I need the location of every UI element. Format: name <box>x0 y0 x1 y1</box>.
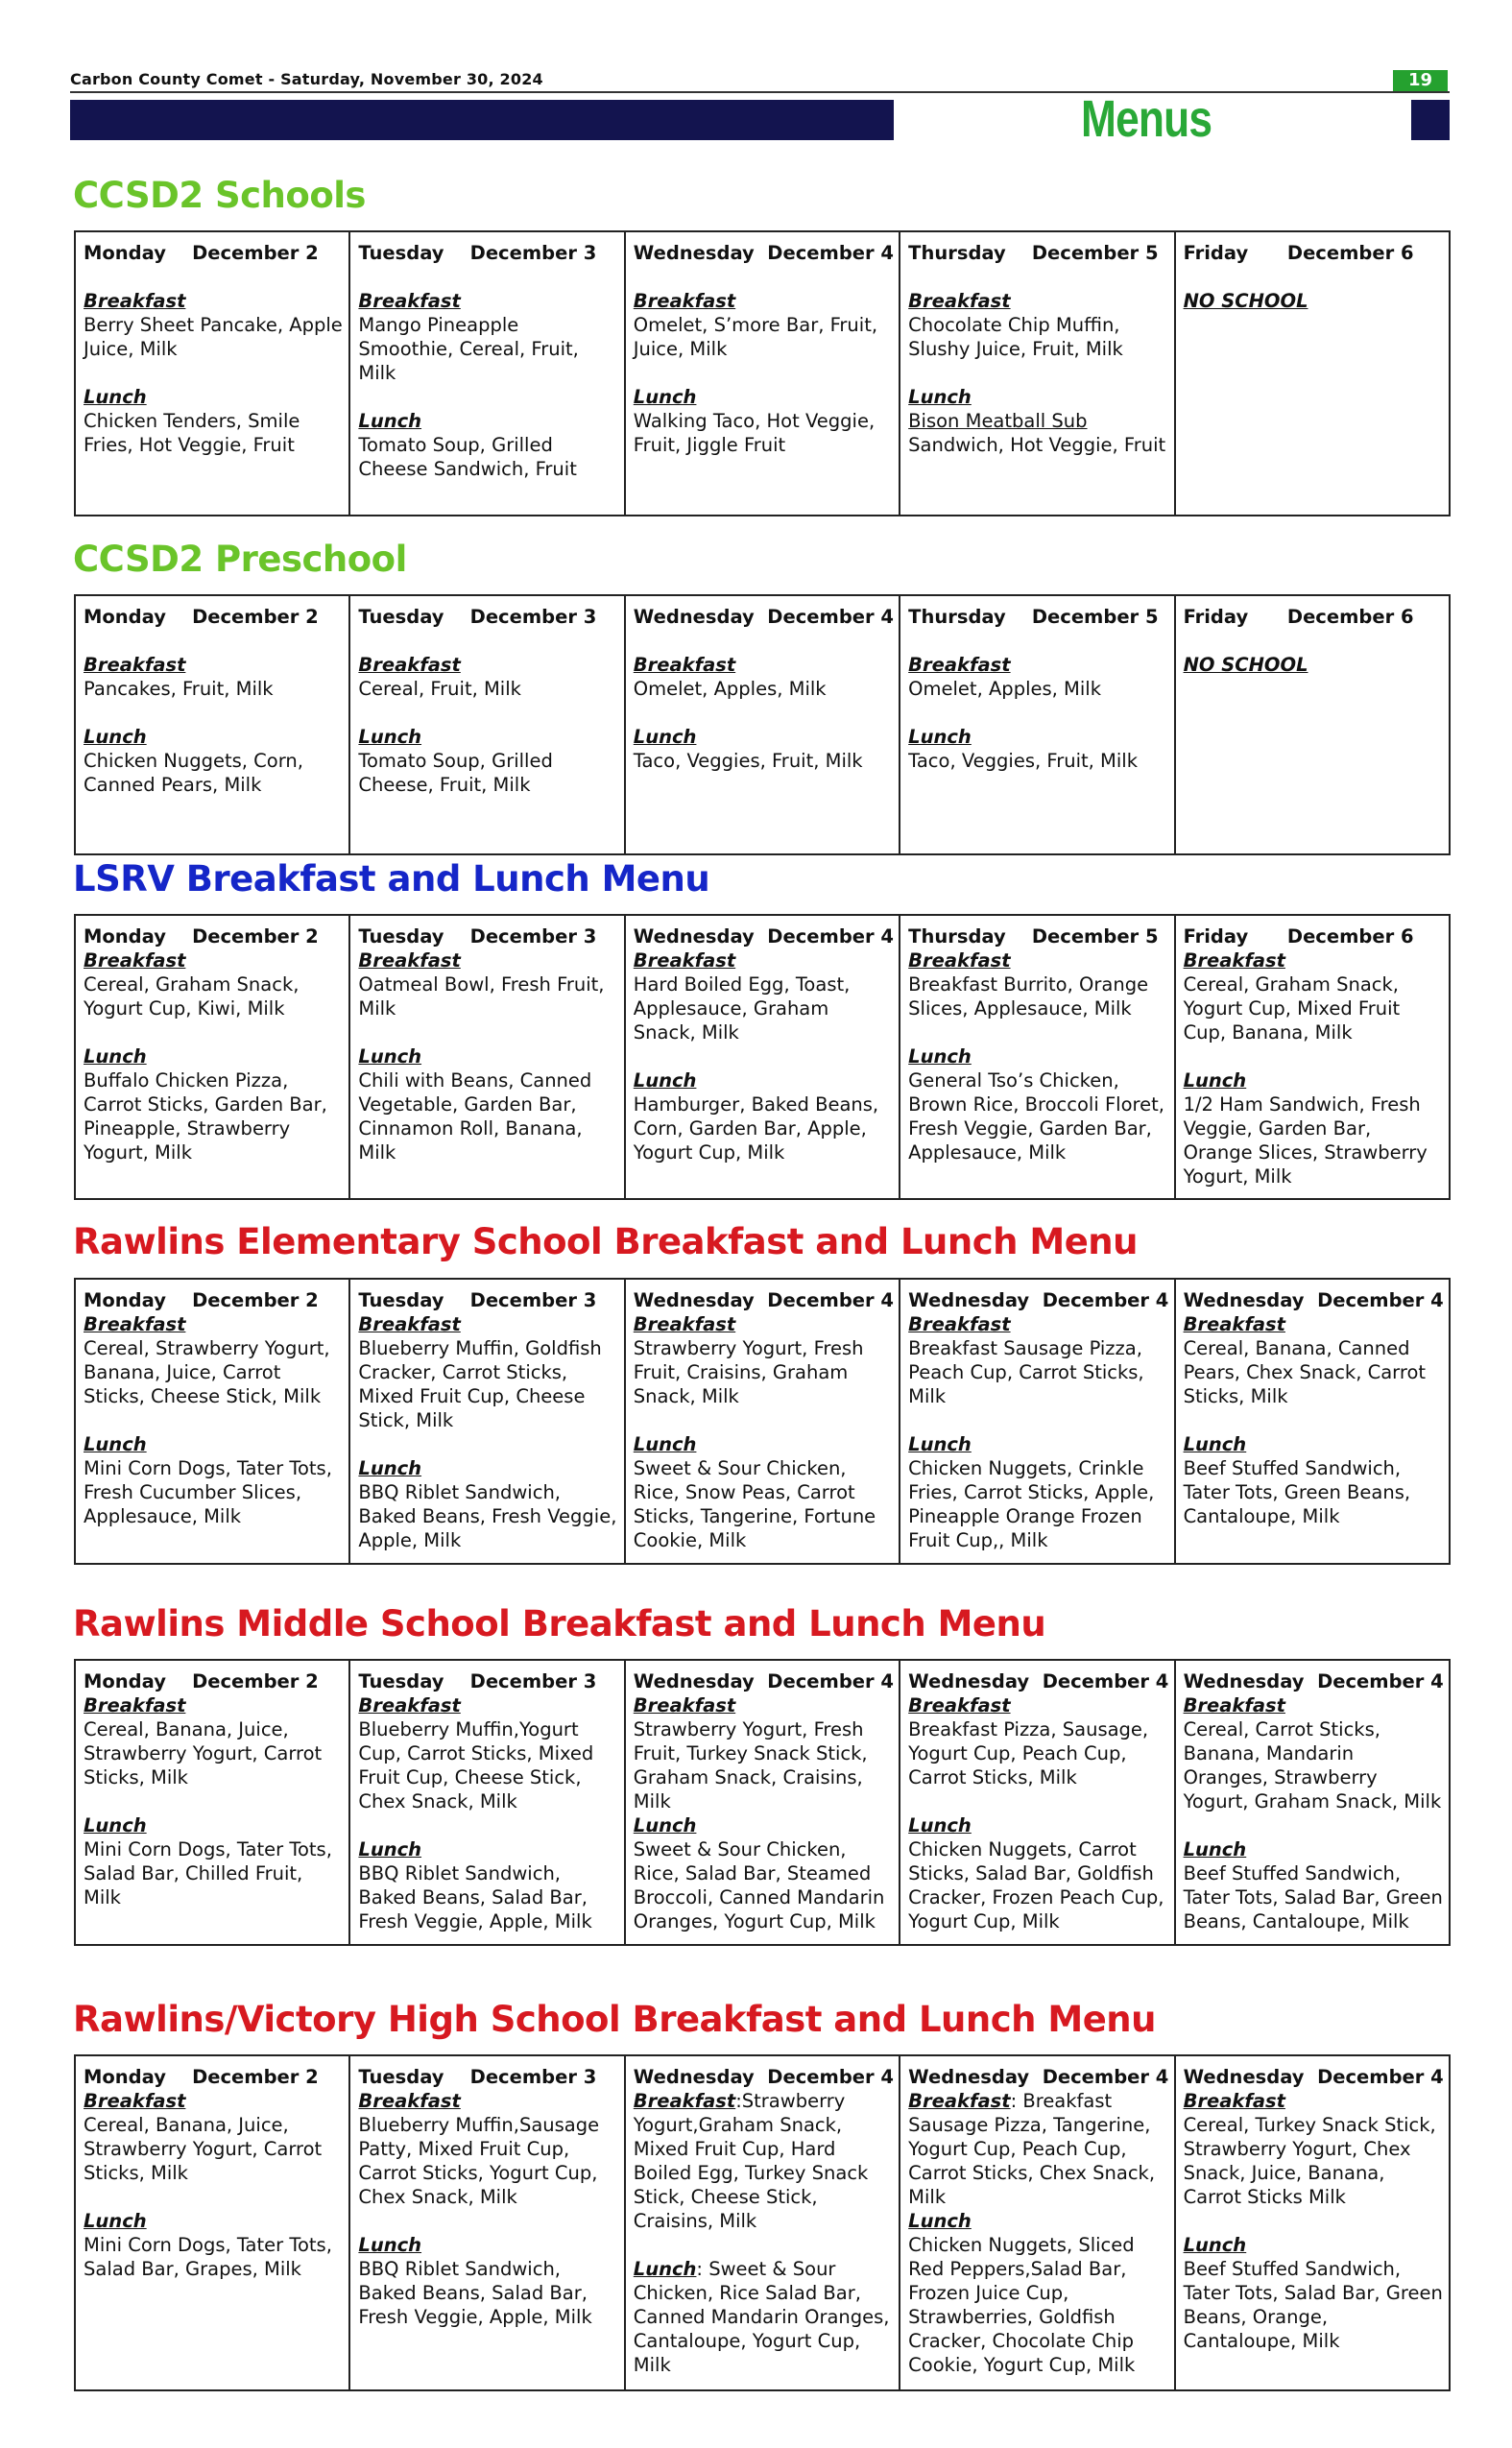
lunch-label: Lunch <box>1183 1069 1247 1092</box>
day-cell <box>900 595 1174 854</box>
day-header: Tuesday December 3 <box>358 242 597 264</box>
section-title-rawlins-middle: Rawlins Middle School Breakfast and Lunch Menu <box>73 1603 1046 1644</box>
day-header: Wednesday December 4 <box>633 2066 894 2088</box>
lunch-label: Lunch <box>908 1045 972 1068</box>
day-header: Wednesday December 4 <box>908 1670 1169 1692</box>
lunch-items: Taco, Veggies, Fruit, Milk <box>633 750 863 772</box>
breakfast-label: Breakfast <box>84 2090 186 2112</box>
section-title-rawlins-elementary: Rawlins Elementary School Breakfast and Lunch Menu <box>73 1221 1138 1262</box>
breakfast-items: Omelet, S’more Bar, Fruit, Juice, Milk <box>633 314 878 360</box>
day-header: Monday December 2 <box>84 925 319 948</box>
breakfast-label: Breakfast <box>358 1694 461 1716</box>
lunch-items: Chili with Beans, Canned Vegetable, Garden Bar, Cinnamon Roll, Banana, Milk <box>358 1069 592 1164</box>
day-cell <box>1175 1279 1450 1564</box>
menu-table-rawlins-victory-high <box>74 2054 1451 2391</box>
day-header: Monday December 2 <box>84 606 319 628</box>
day-header: Wednesday December 4 <box>633 606 894 628</box>
day-cell <box>75 2055 349 2390</box>
breakfast-items: Berry Sheet Pancake, Apple Juice, Milk <box>84 314 343 360</box>
table-row <box>75 231 1450 516</box>
lunch-items: Mini Corn Dogs, Tater Tots, Salad Bar, Chilled Fruit, Milk <box>84 1838 332 1908</box>
breakfast-items: Blueberry Muffin,Sausage Patty, Mixed Fruit Cup, Carrot Sticks, Yogurt Cup, Chex Snack, Milk <box>358 2114 600 2208</box>
lunch-items: Sweet & Sour Chicken, Rice, Snow Peas, Carrot Sticks, Tangerine, Fortune Cookie, Milk <box>633 1457 876 1551</box>
lunch-label: Lunch <box>84 1045 147 1068</box>
day-header: Monday December 2 <box>84 242 319 264</box>
day-header: Thursday December 5 <box>908 606 1159 628</box>
no-school-note: NO SCHOOL <box>1183 290 1308 312</box>
section-title-rawlins-victory-high: Rawlins/Victory High School Breakfast and Lunch Menu <box>73 1999 1156 2040</box>
day-cell <box>349 1279 624 1564</box>
breakfast-label: Breakfast <box>908 2090 1011 2112</box>
breakfast-items: Breakfast Burrito, Orange Slices, Applesauce, Milk <box>908 973 1149 1020</box>
breakfast-items: Cereal, Turkey Snack Stick, Strawberry Yogurt, Chex Snack, Juice, Banana, Carrot Sticks Milk <box>1183 2114 1436 2208</box>
day-header: Friday December 6 <box>1183 242 1414 264</box>
lunch-label: Lunch <box>633 1069 697 1092</box>
day-header: Tuesday December 3 <box>358 925 597 948</box>
lunch-label: Lunch <box>84 1433 147 1455</box>
menu-table-rawlins-elementary <box>74 1278 1451 1565</box>
day-cell <box>1175 915 1450 1199</box>
day-cell <box>349 915 624 1199</box>
breakfast-label: Breakfast <box>84 1694 186 1716</box>
lunch-items: BBQ Riblet Sandwich, Baked Beans, Salad Bar, Fresh Veggie, Apple, Milk <box>358 2258 592 2328</box>
day-cell <box>75 1660 349 1945</box>
lunch-label: Lunch <box>358 2234 422 2256</box>
day-header: Wednesday December 4 <box>908 2066 1169 2088</box>
day-header: Thursday December 5 <box>908 925 1159 948</box>
day-cell <box>75 231 349 516</box>
day-header: Monday December 2 <box>84 1289 319 1311</box>
lunch-items: 1/2 Ham Sandwich, Fresh Veggie, Garden Bar, Orange Slices, Strawberry Yogurt, Milk <box>1183 1093 1428 1188</box>
breakfast-label: Breakfast <box>908 949 1011 972</box>
lunch-label: Lunch <box>633 1433 697 1455</box>
breakfast-label: Breakfast <box>84 949 186 972</box>
menu-table-lsrv <box>74 914 1451 1200</box>
breakfast-label: Breakfast <box>358 949 461 972</box>
lunch-label: Lunch <box>908 386 972 408</box>
breakfast-label: Breakfast <box>633 654 736 676</box>
breakfast-label: Breakfast <box>1183 1694 1285 1716</box>
menu-table-ccsd2-schools <box>74 230 1451 516</box>
breakfast-items: Hard Boiled Egg, Toast, Applesauce, Graham Snack, Milk <box>633 973 851 1044</box>
breakfast-items: Strawberry Yogurt, Fresh Fruit, Craisins, Graham Snack, Milk <box>633 1337 864 1407</box>
lunch-label: Lunch <box>633 1814 697 1836</box>
breakfast-label: Breakfast <box>84 654 186 676</box>
breakfast-items: Blueberry Muffin, Goldfish Cracker, Carrot Sticks, Mixed Fruit Cup, Cheese Stick, Milk <box>358 1337 602 1431</box>
breakfast-label: Breakfast <box>358 1313 461 1335</box>
lunch-label: Lunch <box>358 726 422 748</box>
breakfast-items: Omelet, Apples, Milk <box>908 678 1101 700</box>
lunch-items: Beef Stuffed Sandwich, Tater Tots, Salad Bar, Green Beans, Orange, Cantaloupe, Milk <box>1183 2258 1443 2352</box>
day-cell <box>900 1279 1174 1564</box>
page-section-title: Menus <box>1081 90 1212 148</box>
lunch-label: Lunch <box>908 2210 972 2232</box>
breakfast-label: Breakfast <box>84 290 186 312</box>
lunch-items: : Sweet & Sour Chicken, Rice Salad Bar, Canned Mandarin Oranges, Cantaloupe, Yogurt Cup, Milk <box>633 2258 890 2376</box>
header-rule <box>70 91 1450 93</box>
breakfast-label: Breakfast <box>358 654 461 676</box>
day-cell <box>900 231 1174 516</box>
lunch-items: Chicken Nuggets, Carrot Sticks, Salad Bar, Goldfish Cracker, Frozen Peach Cup, Yogurt Cup, Milk <box>908 1838 1164 1932</box>
lunch-items-underlined: Bison Meatball Sub <box>908 410 1088 432</box>
day-header: Wednesday December 4 <box>1183 2066 1444 2088</box>
lunch-items: Beef Stuffed Sandwich, Tater Tots, Salad Bar, Green Beans, Cantaloupe, Milk <box>1183 1862 1443 1932</box>
day-cell <box>1175 231 1450 516</box>
day-cell <box>349 231 624 516</box>
lunch-items: Tomato Soup, Grilled Cheese, Fruit, Milk <box>358 750 553 796</box>
day-cell <box>75 915 349 1199</box>
breakfast-items: Cereal, Banana, Canned Pears, Chex Snack, Carrot Sticks, Milk <box>1183 1337 1427 1407</box>
breakfast-label: Breakfast <box>908 290 1011 312</box>
section-title-ccsd2-schools: CCSD2 Schools <box>73 175 366 216</box>
lunch-label: Lunch <box>908 1814 972 1836</box>
table-row <box>75 915 1450 1199</box>
day-cell <box>1175 2055 1450 2390</box>
breakfast-items: : Breakfast Sausage Pizza, Tangerine, Yogurt Cup, Peach Cup, Carrot Sticks, Chex Snack, Milk <box>908 2090 1156 2208</box>
lunch-items: Sandwich, Hot Veggie, Fruit <box>908 434 1166 456</box>
day-header: Friday December 6 <box>1183 606 1414 628</box>
day-cell <box>625 1660 900 1945</box>
lunch-label: Lunch <box>1183 2234 1247 2256</box>
lunch-label: Lunch <box>358 410 422 432</box>
lunch-label: Lunch <box>633 386 697 408</box>
day-header: Tuesday December 3 <box>358 2066 597 2088</box>
lunch-label: Lunch <box>84 1814 147 1836</box>
day-header: Wednesday December 4 <box>633 1289 894 1311</box>
day-cell <box>75 1279 349 1564</box>
day-cell <box>1175 1660 1450 1945</box>
breakfast-label: Breakfast <box>908 1694 1011 1716</box>
lunch-items: Mini Corn Dogs, Tater Tots, Salad Bar, Grapes, Milk <box>84 2234 332 2280</box>
table-row <box>75 595 1450 854</box>
breakfast-items: :Strawberry Yogurt,Graham Snack, Mixed Fruit Cup, Hard Boiled Egg, Turkey Snack Stick, Cheese Stick, Craisins, Milk <box>633 2090 869 2232</box>
day-cell <box>625 915 900 1199</box>
breakfast-items: Cereal, Strawberry Yogurt, Banana, Juice, Carrot Sticks, Cheese Stick, Milk <box>84 1337 330 1407</box>
day-cell <box>349 1660 624 1945</box>
breakfast-label: Breakfast <box>1183 1313 1285 1335</box>
lunch-items: Taco, Veggies, Fruit, Milk <box>908 750 1138 772</box>
breakfast-items: Oatmeal Bowl, Fresh Fruit, Milk <box>358 973 605 1020</box>
lunch-label: Lunch <box>633 2258 697 2280</box>
day-header: Thursday December 5 <box>908 242 1159 264</box>
breakfast-items: Blueberry Muffin,Yogurt Cup, Carrot Sticks, Mixed Fruit Cup, Cheese Stick, Chex Snack, Milk <box>358 1718 594 1812</box>
lunch-items: BBQ Riblet Sandwich, Baked Beans, Fresh Veggie, Apple, Milk <box>358 1481 617 1551</box>
lunch-label: Lunch <box>84 726 147 748</box>
lunch-label: Lunch <box>84 386 147 408</box>
breakfast-items: Omelet, Apples, Milk <box>633 678 827 700</box>
day-header: Wednesday December 4 <box>633 242 894 264</box>
navy-banner-bar <box>70 100 894 140</box>
day-header: Wednesday December 4 <box>1183 1670 1444 1692</box>
breakfast-label: Breakfast <box>633 949 736 972</box>
day-header: Wednesday December 4 <box>633 1670 894 1692</box>
lunch-items: Tomato Soup, Grilled Cheese Sandwich, Fruit <box>358 434 577 480</box>
lunch-items: Buffalo Chicken Pizza, Carrot Sticks, Garden Bar, Pineapple, Strawberry Yogurt, Milk <box>84 1069 327 1164</box>
day-header: Monday December 2 <box>84 1670 319 1692</box>
publication-line: Carbon County Comet - Saturday, November 30, 2024 <box>70 70 543 88</box>
lunch-items: Hamburger, Baked Beans, Corn, Garden Bar, Apple, Yogurt Cup, Milk <box>633 1093 879 1164</box>
day-cell <box>75 595 349 854</box>
lunch-items: Sweet & Sour Chicken, Rice, Salad Bar, Steamed Broccoli, Canned Mandarin Oranges, Yogurt Cup, Milk <box>633 1838 885 1932</box>
day-header: Wednesday December 4 <box>1183 1289 1444 1311</box>
table-row <box>75 1660 1450 1945</box>
breakfast-label: Breakfast <box>908 654 1011 676</box>
lunch-label: Lunch <box>908 1433 972 1455</box>
day-cell <box>625 2055 900 2390</box>
breakfast-items: Cereal, Banana, Juice, Strawberry Yogurt, Carrot Sticks, Milk <box>84 1718 323 1788</box>
day-cell <box>349 2055 624 2390</box>
navy-banner-square <box>1411 100 1450 140</box>
breakfast-items: Breakfast Sausage Pizza, Peach Cup, Carrot Sticks, Milk <box>908 1337 1144 1407</box>
lunch-items: Walking Taco, Hot Veggie, Fruit, Jiggle Fruit <box>633 410 876 456</box>
table-row <box>75 1279 1450 1564</box>
day-header: Friday December 6 <box>1183 925 1414 948</box>
breakfast-label: Breakfast <box>908 1313 1011 1335</box>
breakfast-label: Breakfast <box>1183 949 1285 972</box>
day-header: Wednesday December 4 <box>908 1289 1169 1311</box>
day-header: Tuesday December 3 <box>358 1289 597 1311</box>
breakfast-items: Cereal, Graham Snack, Yogurt Cup, Mixed Fruit Cup, Banana, Milk <box>1183 973 1401 1044</box>
lunch-label: Lunch <box>358 1045 422 1068</box>
day-cell <box>1175 595 1450 854</box>
lunch-items: Chicken Nuggets, Crinkle Fries, Carrot Sticks, Apple, Pineapple Orange Frozen Fruit Cup,, Milk <box>908 1457 1155 1551</box>
day-header: Tuesday December 3 <box>358 606 597 628</box>
breakfast-label: Breakfast <box>633 290 736 312</box>
section-title-lsrv: LSRV Breakfast and Lunch Menu <box>73 858 710 900</box>
breakfast-label: Breakfast <box>358 2090 461 2112</box>
breakfast-label: Breakfast <box>633 1313 736 1335</box>
breakfast-items: Strawberry Yogurt, Fresh Fruit, Turkey Snack Stick, Graham Snack, Craisins, Milk <box>633 1718 868 1812</box>
lunch-items: General Tso’s Chicken, Brown Rice, Broccoli Floret, Fresh Veggie, Garden Bar, Applesauce, Milk <box>908 1069 1164 1164</box>
day-cell <box>900 2055 1174 2390</box>
lunch-items: Chicken Nuggets, Corn, Canned Pears, Milk <box>84 750 303 796</box>
lunch-label: Lunch <box>908 726 972 748</box>
breakfast-items: Cereal, Fruit, Milk <box>358 678 521 700</box>
lunch-items: Mini Corn Dogs, Tater Tots, Fresh Cucumber Slices, Applesauce, Milk <box>84 1457 332 1527</box>
day-header: Monday December 2 <box>84 2066 319 2088</box>
day-cell <box>625 1279 900 1564</box>
day-cell <box>900 1660 1174 1945</box>
section-title-ccsd2-preschool: CCSD2 Preschool <box>73 539 407 580</box>
day-header: Tuesday December 3 <box>358 1670 597 1692</box>
day-cell <box>625 595 900 854</box>
no-school-note: NO SCHOOL <box>1183 654 1308 676</box>
breakfast-label: Breakfast <box>633 1694 736 1716</box>
day-cell <box>900 915 1174 1199</box>
breakfast-items: Breakfast Pizza, Sausage, Yogurt Cup, Peach Cup, Carrot Sticks, Milk <box>908 1718 1149 1788</box>
page-number-badge: 19 <box>1393 70 1448 91</box>
lunch-items: Chicken Nuggets, Sliced Red Peppers,Salad Bar, Frozen Juice Cup, Strawberries, Goldfish Cracker, Chocolate Chip Cookie, Yogurt Cup, Milk <box>908 2234 1136 2376</box>
lunch-label: Lunch <box>1183 1433 1247 1455</box>
breakfast-items: Mango Pineapple Smoothie, Cereal, Fruit, Milk <box>358 314 579 384</box>
lunch-label: Lunch <box>1183 1838 1247 1860</box>
lunch-items: BBQ Riblet Sandwich, Baked Beans, Salad Bar, Fresh Veggie, Apple, Milk <box>358 1862 592 1932</box>
lunch-label: Lunch <box>84 2210 147 2232</box>
menu-table-rawlins-middle <box>74 1659 1451 1946</box>
breakfast-label: Breakfast <box>84 1313 186 1335</box>
day-cell <box>349 595 624 854</box>
lunch-label: Lunch <box>358 1838 422 1860</box>
day-header: Wednesday December 4 <box>633 925 894 948</box>
breakfast-items: Cereal, Banana, Juice, Strawberry Yogurt, Carrot Sticks, Milk <box>84 2114 323 2184</box>
table-row <box>75 2055 1450 2390</box>
breakfast-label: Breakfast <box>358 290 461 312</box>
breakfast-label: Breakfast <box>1183 2090 1285 2112</box>
breakfast-items: Cereal, Graham Snack, Yogurt Cup, Kiwi, Milk <box>84 973 300 1020</box>
lunch-label: Lunch <box>358 1457 422 1479</box>
lunch-items: Chicken Tenders, Smile Fries, Hot Veggie, Fruit <box>84 410 300 456</box>
lunch-items: Beef Stuffed Sandwich, Tater Tots, Green Beans, Cantaloupe, Milk <box>1183 1457 1411 1527</box>
breakfast-items: Chocolate Chip Muffin, Slushy Juice, Fruit, Milk <box>908 314 1123 360</box>
lunch-label: Lunch <box>633 726 697 748</box>
breakfast-label: Breakfast <box>633 2090 736 2112</box>
breakfast-items: Pancakes, Fruit, Milk <box>84 678 274 700</box>
breakfast-items: Cereal, Carrot Sticks, Banana, Mandarin Oranges, Strawberry Yogurt, Graham Snack, Milk <box>1183 1718 1442 1812</box>
day-cell <box>625 231 900 516</box>
menu-table-ccsd2-preschool <box>74 594 1451 855</box>
